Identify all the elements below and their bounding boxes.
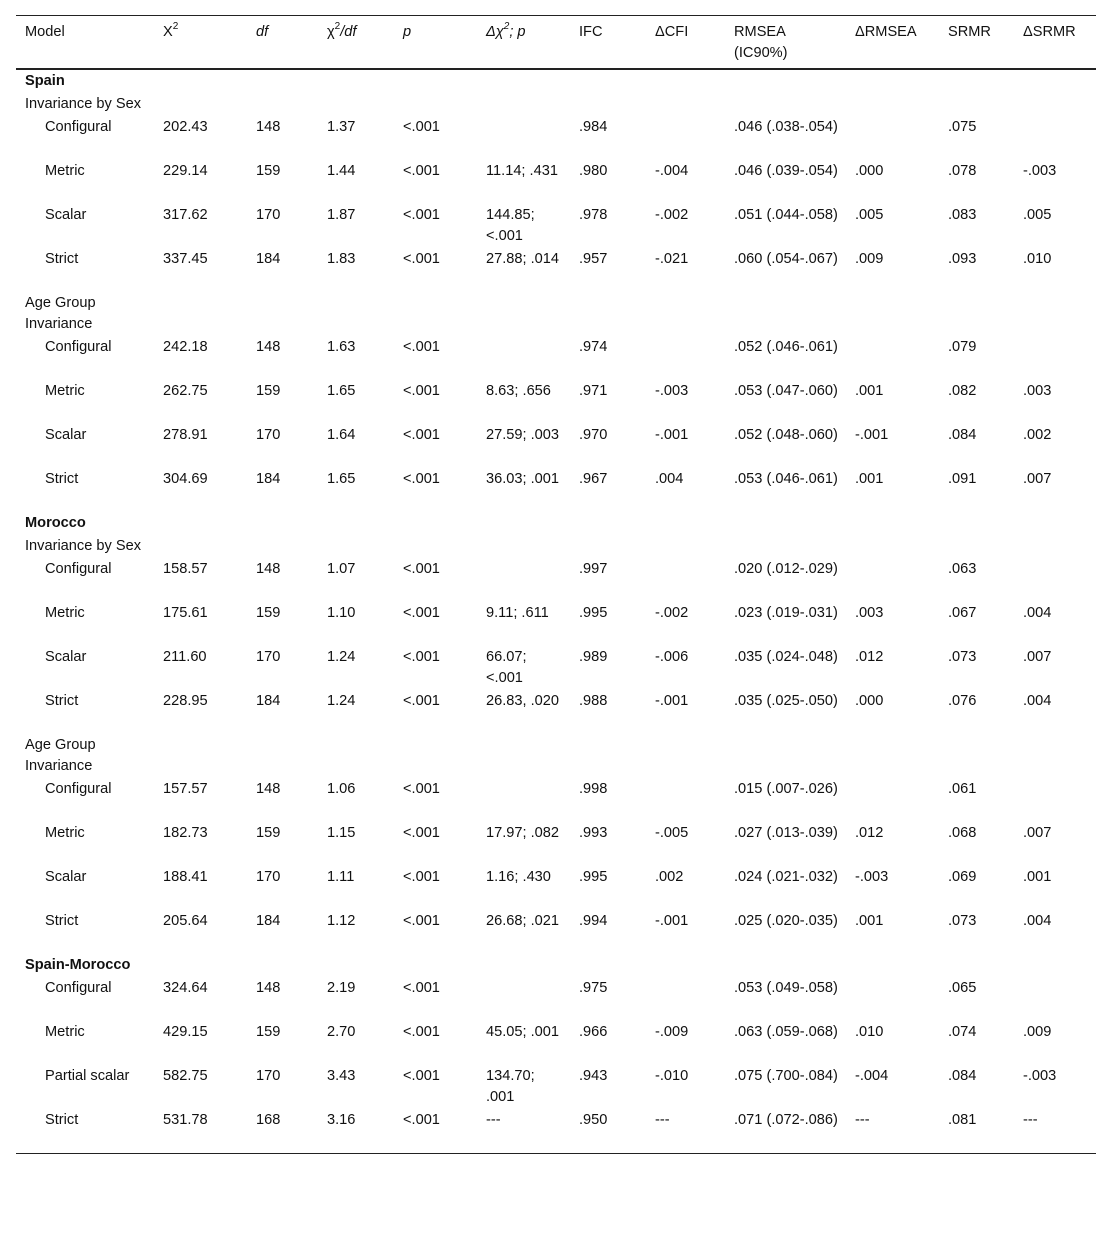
cell-chi2: 175.61 xyxy=(163,605,208,621)
cell-dsrmr xyxy=(1014,336,1096,380)
cell-chi2: 304.69 xyxy=(163,471,208,487)
cell-dchi xyxy=(477,558,570,602)
cell-dsrmr: .009 xyxy=(1023,1024,1052,1040)
cell-dsrmr: .007 xyxy=(1023,471,1052,487)
cell-ifc: .950 xyxy=(579,1112,608,1128)
table-row xyxy=(16,468,1096,512)
section-title: Spain-Morocco xyxy=(25,957,131,973)
cell-dsrmr: --- xyxy=(1023,1112,1038,1128)
cell-drmsea: -.001 xyxy=(855,427,889,443)
cell-drmsea: .001 xyxy=(855,913,884,929)
cell-ifc: .993 xyxy=(579,825,608,841)
cell-dchi: 134.70; .001 xyxy=(486,1068,535,1105)
cell-drmsea: .012 xyxy=(855,825,884,841)
cell-srmr: .076 xyxy=(948,693,977,709)
cell-df: 184 xyxy=(256,251,281,267)
model-name: Scalar xyxy=(45,207,87,223)
cell-dsrmr: .010 xyxy=(1023,251,1052,267)
cell-drmsea: .012 xyxy=(855,649,884,665)
cell-dsrmr: .004 xyxy=(1023,913,1052,929)
cell-srmr: .084 xyxy=(948,1068,977,1084)
cell-p: <.001 xyxy=(403,693,440,709)
cell-rmsea: .075 (.700-.084) xyxy=(734,1068,838,1084)
cell-ifc: .971 xyxy=(579,383,608,399)
group-title: Invariance by Sex xyxy=(25,538,142,554)
table-row xyxy=(16,1109,1096,1154)
group-row xyxy=(16,535,1096,558)
cell-drmsea: .003 xyxy=(855,605,884,621)
cell-srmr: .069 xyxy=(948,869,977,885)
cell-rmsea: .035 (.025-.050) xyxy=(734,693,838,709)
cell-chi2df: 1.15 xyxy=(327,825,356,841)
cell-chi2: 228.95 xyxy=(163,693,208,709)
cell-dcfi xyxy=(646,116,725,160)
cell-chi2: 242.18 xyxy=(163,339,208,355)
cell-srmr: .081 xyxy=(948,1112,977,1128)
model-name: Strict xyxy=(45,471,79,487)
model-name: Configural xyxy=(45,561,112,577)
model-name: Scalar xyxy=(45,869,87,885)
cell-dchi xyxy=(477,977,570,1021)
cell-rmsea: .052 (.048-.060) xyxy=(734,427,838,443)
cell-ifc: .978 xyxy=(579,207,608,223)
cell-srmr: .074 xyxy=(948,1024,977,1040)
cell-ifc: .995 xyxy=(579,869,608,885)
cell-chi2df: 1.44 xyxy=(327,163,356,179)
table-row xyxy=(16,1065,1096,1109)
cell-dchi: 26.83, .020 xyxy=(486,693,560,709)
cell-chi2df: 1.12 xyxy=(327,913,356,929)
cell-df: 170 xyxy=(256,869,281,885)
cell-df: 159 xyxy=(256,1024,281,1040)
cell-rmsea: .027 (.013-.039) xyxy=(734,825,838,841)
cell-chi2df: 1.37 xyxy=(327,119,356,135)
cell-srmr: .065 xyxy=(948,980,977,996)
cell-df: 184 xyxy=(256,471,281,487)
cell-df: 148 xyxy=(256,119,281,135)
cell-p: <.001 xyxy=(403,1068,440,1084)
table-row xyxy=(16,116,1096,160)
cell-dcfi: -.003 xyxy=(655,383,689,399)
cell-chi2: 182.73 xyxy=(163,825,208,841)
cell-chi2df: 1.83 xyxy=(327,251,356,267)
cell-drmsea: .001 xyxy=(855,383,884,399)
cell-dsrmr xyxy=(1014,977,1096,1021)
cell-chi2df: 1.24 xyxy=(327,693,356,709)
cell-df: 184 xyxy=(256,693,281,709)
table-row xyxy=(16,558,1096,602)
cell-dcfi: -.002 xyxy=(655,207,689,223)
cell-drmsea xyxy=(846,977,939,1021)
cell-srmr: .091 xyxy=(948,471,977,487)
cell-p: <.001 xyxy=(403,1112,440,1128)
model-name: Metric xyxy=(45,605,85,621)
group-row xyxy=(16,93,1096,116)
cell-dchi: 27.88; .014 xyxy=(486,251,560,267)
cell-rmsea: .025 (.020-.035) xyxy=(734,913,838,929)
cell-rmsea: .015 (.007-.026) xyxy=(734,781,838,797)
cell-rmsea: .060 (.054-.067) xyxy=(734,251,838,267)
cell-ifc: .984 xyxy=(579,119,608,135)
cell-dsrmr: .004 xyxy=(1023,693,1052,709)
cell-chi2df: 1.10 xyxy=(327,605,356,621)
model-name: Configural xyxy=(45,119,112,135)
cell-dcfi xyxy=(646,977,725,1021)
cell-df: 148 xyxy=(256,781,281,797)
cell-rmsea: .024 (.021-.032) xyxy=(734,869,838,885)
cell-srmr: .078 xyxy=(948,163,977,179)
cell-chi2: 157.57 xyxy=(163,781,208,797)
cell-df: 170 xyxy=(256,1068,281,1084)
cell-rmsea: .046 (.039-.054) xyxy=(734,163,838,179)
cell-srmr: .068 xyxy=(948,825,977,841)
cell-chi2df: 1.65 xyxy=(327,383,356,399)
cell-ifc: .980 xyxy=(579,163,608,179)
cell-p: <.001 xyxy=(403,825,440,841)
cell-df: 148 xyxy=(256,339,281,355)
cell-rmsea: .035 (.024-.048) xyxy=(734,649,838,665)
cell-chi2df: 1.65 xyxy=(327,471,356,487)
cell-srmr: .079 xyxy=(948,339,977,355)
cell-dchi: --- xyxy=(486,1112,501,1128)
cell-dsrmr: -.003 xyxy=(1023,163,1057,179)
model-name: Configural xyxy=(45,781,112,797)
cell-dchi: 9.11; .611 xyxy=(486,605,549,621)
table-row xyxy=(16,977,1096,1021)
table-row xyxy=(16,424,1096,468)
table-row xyxy=(16,380,1096,424)
model-name: Configural xyxy=(45,980,112,996)
model-name: Scalar xyxy=(45,649,87,665)
cell-df: 170 xyxy=(256,649,281,665)
cell-dchi: 66.07; <.001 xyxy=(486,649,527,686)
cell-ifc: .975 xyxy=(579,980,608,996)
invariance-table xyxy=(16,15,1096,1154)
cell-dcfi: -.001 xyxy=(655,693,689,709)
table-row xyxy=(16,690,1096,734)
cell-p: <.001 xyxy=(403,781,440,797)
table-row xyxy=(16,910,1096,954)
cell-rmsea: .053 (.046-.061) xyxy=(734,471,838,487)
cell-dcfi: .004 xyxy=(655,471,684,487)
section-row xyxy=(16,69,1096,93)
cell-dchi: 27.59; .003 xyxy=(486,427,560,443)
cell-dcfi: -.005 xyxy=(655,825,689,841)
cell-df: 170 xyxy=(256,427,281,443)
cell-df: 184 xyxy=(256,913,281,929)
cell-rmsea: .046 (.038-.054) xyxy=(734,119,838,135)
model-name: Metric xyxy=(45,163,85,179)
table-row xyxy=(16,778,1096,822)
cell-srmr: .083 xyxy=(948,207,977,223)
cell-df: 168 xyxy=(256,1112,281,1128)
cell-dcfi xyxy=(646,558,725,602)
cell-rmsea: .020 (.012-.029) xyxy=(734,561,838,577)
cell-dsrmr xyxy=(1014,116,1096,160)
col-delta-chi2: $\Delta\chi^2$; p xyxy=(486,21,526,40)
cell-ifc: .967 xyxy=(579,471,608,487)
cell-drmsea xyxy=(846,336,939,380)
cell-chi2: 582.75 xyxy=(163,1068,208,1084)
cell-chi2df: 1.07 xyxy=(327,561,356,577)
cell-chi2df: 1.11 xyxy=(327,869,355,885)
cell-drmsea: -.003 xyxy=(855,869,889,885)
cell-ifc: .998 xyxy=(579,781,608,797)
cell-srmr: .093 xyxy=(948,251,977,267)
cell-df: 170 xyxy=(256,207,281,223)
cell-dsrmr: .004 xyxy=(1023,605,1052,621)
cell-drmsea: .005 xyxy=(855,207,884,223)
cell-dsrmr: .003 xyxy=(1023,383,1052,399)
cell-drmsea: .010 xyxy=(855,1024,884,1040)
table-body xyxy=(16,69,1096,1154)
cell-p: <.001 xyxy=(403,207,440,223)
cell-chi2: 429.15 xyxy=(163,1024,208,1040)
col-delta-cfi: ΔCFI xyxy=(655,24,689,40)
cell-dchi: 1.16; .430 xyxy=(486,869,551,885)
cell-dsrmr xyxy=(1014,778,1096,822)
cell-drmsea: .000 xyxy=(855,163,884,179)
cell-chi2df: 1.87 xyxy=(327,207,356,223)
cell-dchi xyxy=(477,778,570,822)
section-title: Spain xyxy=(25,73,65,89)
section-row xyxy=(16,954,1096,977)
cell-dchi: 8.63; .656 xyxy=(486,383,551,399)
cell-chi2df: 3.16 xyxy=(327,1112,356,1128)
cell-chi2df: 1.06 xyxy=(327,781,356,797)
table-row xyxy=(16,160,1096,204)
cell-dsrmr: .002 xyxy=(1023,427,1052,443)
cell-dsrmr xyxy=(1014,558,1096,602)
model-name: Strict xyxy=(45,1112,79,1128)
cell-chi2df: 1.63 xyxy=(327,339,356,355)
group-row xyxy=(16,292,1096,336)
cell-df: 148 xyxy=(256,561,281,577)
cell-df: 159 xyxy=(256,383,281,399)
cell-srmr: .082 xyxy=(948,383,977,399)
cell-dcfi: -.001 xyxy=(655,913,689,929)
cell-rmsea: .023 (.019-.031) xyxy=(734,605,838,621)
cell-chi2: 262.75 xyxy=(163,383,208,399)
cell-chi2: 211.60 xyxy=(163,649,207,665)
col-model: Model xyxy=(25,24,65,40)
table-row xyxy=(16,248,1096,292)
cell-p: <.001 xyxy=(403,471,440,487)
cell-chi2: 188.41 xyxy=(163,869,208,885)
cell-dcfi: --- xyxy=(655,1112,670,1128)
col-chi2: $X^2$ xyxy=(163,21,179,40)
cell-dcfi: .002 xyxy=(655,869,684,885)
col-delta-srmr: ΔSRMR xyxy=(1023,24,1076,40)
cell-dsrmr: .001 xyxy=(1023,869,1052,885)
cell-p: <.001 xyxy=(403,163,440,179)
cell-ifc: .995 xyxy=(579,605,608,621)
cell-dcfi: -.006 xyxy=(655,649,689,665)
cell-drmsea: .001 xyxy=(855,471,884,487)
cell-chi2df: 1.64 xyxy=(327,427,356,443)
cell-df: 159 xyxy=(256,605,281,621)
cell-ifc: .943 xyxy=(579,1068,608,1084)
cell-dsrmr: .005 xyxy=(1023,207,1052,223)
cell-df: 159 xyxy=(256,163,281,179)
cell-chi2: 324.64 xyxy=(163,980,208,996)
cell-ifc: .994 xyxy=(579,913,608,929)
group-title: Invariance by Sex xyxy=(25,96,142,112)
model-name: Metric xyxy=(45,383,85,399)
cell-chi2: 531.78 xyxy=(163,1112,208,1128)
col-delta-rmsea: ΔRMSEA xyxy=(855,24,917,40)
cell-rmsea: .053 (.047-.060) xyxy=(734,383,838,399)
cell-chi2df: 1.24 xyxy=(327,649,356,665)
cell-dchi: 45.05; .001 xyxy=(486,1024,560,1040)
cell-p: <.001 xyxy=(403,383,440,399)
cell-chi2: 202.43 xyxy=(163,119,208,135)
table-row xyxy=(16,646,1096,690)
cell-rmsea: .071 (.072-.086) xyxy=(734,1112,838,1128)
table-row xyxy=(16,204,1096,248)
cell-dchi xyxy=(477,336,570,380)
cell-dsrmr: -.003 xyxy=(1023,1068,1057,1084)
table-row xyxy=(16,336,1096,380)
cell-chi2: 205.64 xyxy=(163,913,208,929)
cell-drmsea xyxy=(846,558,939,602)
cell-srmr: .063 xyxy=(948,561,977,577)
cell-dchi: 17.97; .082 xyxy=(486,825,560,841)
group-title: Age Group Invariance xyxy=(25,295,96,332)
cell-drmsea: .009 xyxy=(855,251,884,267)
cell-srmr: .084 xyxy=(948,427,977,443)
cell-p: <.001 xyxy=(403,980,440,996)
cell-dsrmr: .007 xyxy=(1023,825,1052,841)
cell-p: <.001 xyxy=(403,119,440,135)
cell-p: <.001 xyxy=(403,1024,440,1040)
section-title: Morocco xyxy=(25,515,86,531)
col-p: p xyxy=(403,24,412,40)
table-row xyxy=(16,866,1096,910)
cell-chi2: 229.14 xyxy=(163,163,208,179)
cell-drmsea: --- xyxy=(855,1112,870,1128)
cell-chi2: 317.62 xyxy=(163,207,208,223)
model-name: Strict xyxy=(45,693,79,709)
cell-ifc: .988 xyxy=(579,693,608,709)
cell-chi2: 337.45 xyxy=(163,251,208,267)
cell-dcfi xyxy=(646,778,725,822)
model-name: Metric xyxy=(45,825,85,841)
cell-dcfi xyxy=(646,336,725,380)
group-title: Age Group Invariance xyxy=(25,737,96,774)
model-name: Strict xyxy=(45,251,79,267)
cell-p: <.001 xyxy=(403,869,440,885)
col-df: df xyxy=(256,24,269,40)
cell-chi2df: 3.43 xyxy=(327,1068,356,1084)
cell-dcfi: -.004 xyxy=(655,163,689,179)
cell-drmsea xyxy=(846,116,939,160)
cell-chi2: 278.91 xyxy=(163,427,208,443)
col-chi2-df: $\chi^2/df$ xyxy=(327,21,357,40)
cell-chi2: 158.57 xyxy=(163,561,208,577)
cell-dcfi: -.010 xyxy=(655,1068,689,1084)
cell-rmsea: .052 (.046-.061) xyxy=(734,339,838,355)
cell-ifc: .966 xyxy=(579,1024,608,1040)
cell-df: 159 xyxy=(256,825,281,841)
cell-chi2df: 2.19 xyxy=(327,980,356,996)
cell-dchi: 26.68; .021 xyxy=(486,913,560,929)
table-row xyxy=(16,1021,1096,1065)
model-name: Scalar xyxy=(45,427,87,443)
cell-dchi xyxy=(477,116,570,160)
cell-dchi: 11.14; .431 xyxy=(486,163,558,179)
cell-p: <.001 xyxy=(403,339,440,355)
cell-dchi: 36.03; .001 xyxy=(486,471,560,487)
cell-p: <.001 xyxy=(403,561,440,577)
cell-p: <.001 xyxy=(403,913,440,929)
col-ifc: IFC xyxy=(579,24,603,40)
cell-ifc: .957 xyxy=(579,251,608,267)
cell-p: <.001 xyxy=(403,649,440,665)
cell-drmsea: .000 xyxy=(855,693,884,709)
cell-p: <.001 xyxy=(403,605,440,621)
cell-rmsea: .053 (.049-.058) xyxy=(734,980,838,996)
model-name: Strict xyxy=(45,913,79,929)
model-name: Metric xyxy=(45,1024,85,1040)
section-row xyxy=(16,512,1096,535)
cell-dcfi: -.009 xyxy=(655,1024,689,1040)
model-name: Partial scalar xyxy=(45,1068,130,1084)
cell-rmsea: .051 (.044-.058) xyxy=(734,207,838,223)
cell-drmsea: -.004 xyxy=(855,1068,889,1084)
invariance-table-container xyxy=(16,15,1096,1154)
cell-srmr: .073 xyxy=(948,913,977,929)
cell-df: 148 xyxy=(256,980,281,996)
cell-ifc: .970 xyxy=(579,427,608,443)
table-row xyxy=(16,822,1096,866)
table-row xyxy=(16,602,1096,646)
col-rmsea: RMSEA (IC90%) xyxy=(734,24,788,61)
cell-ifc: .989 xyxy=(579,649,608,665)
cell-srmr: .075 xyxy=(948,119,977,135)
cell-p: <.001 xyxy=(403,251,440,267)
cell-dsrmr: .007 xyxy=(1023,649,1052,665)
group-row xyxy=(16,734,1096,778)
cell-p: <.001 xyxy=(403,427,440,443)
cell-srmr: .073 xyxy=(948,649,977,665)
cell-dcfi: -.021 xyxy=(655,251,689,267)
cell-chi2df: 2.70 xyxy=(327,1024,356,1040)
header-row xyxy=(16,16,1096,70)
cell-dcfi: -.001 xyxy=(655,427,689,443)
cell-ifc: .974 xyxy=(579,339,608,355)
model-name: Configural xyxy=(45,339,112,355)
cell-rmsea: .063 (.059-.068) xyxy=(734,1024,838,1040)
cell-srmr: .061 xyxy=(948,781,977,797)
cell-ifc: .997 xyxy=(579,561,608,577)
cell-srmr: .067 xyxy=(948,605,977,621)
cell-drmsea xyxy=(846,778,939,822)
cell-dcfi: -.002 xyxy=(655,605,689,621)
cell-dchi: 144.85; <.001 xyxy=(486,207,535,244)
col-srmr: SRMR xyxy=(948,24,991,40)
